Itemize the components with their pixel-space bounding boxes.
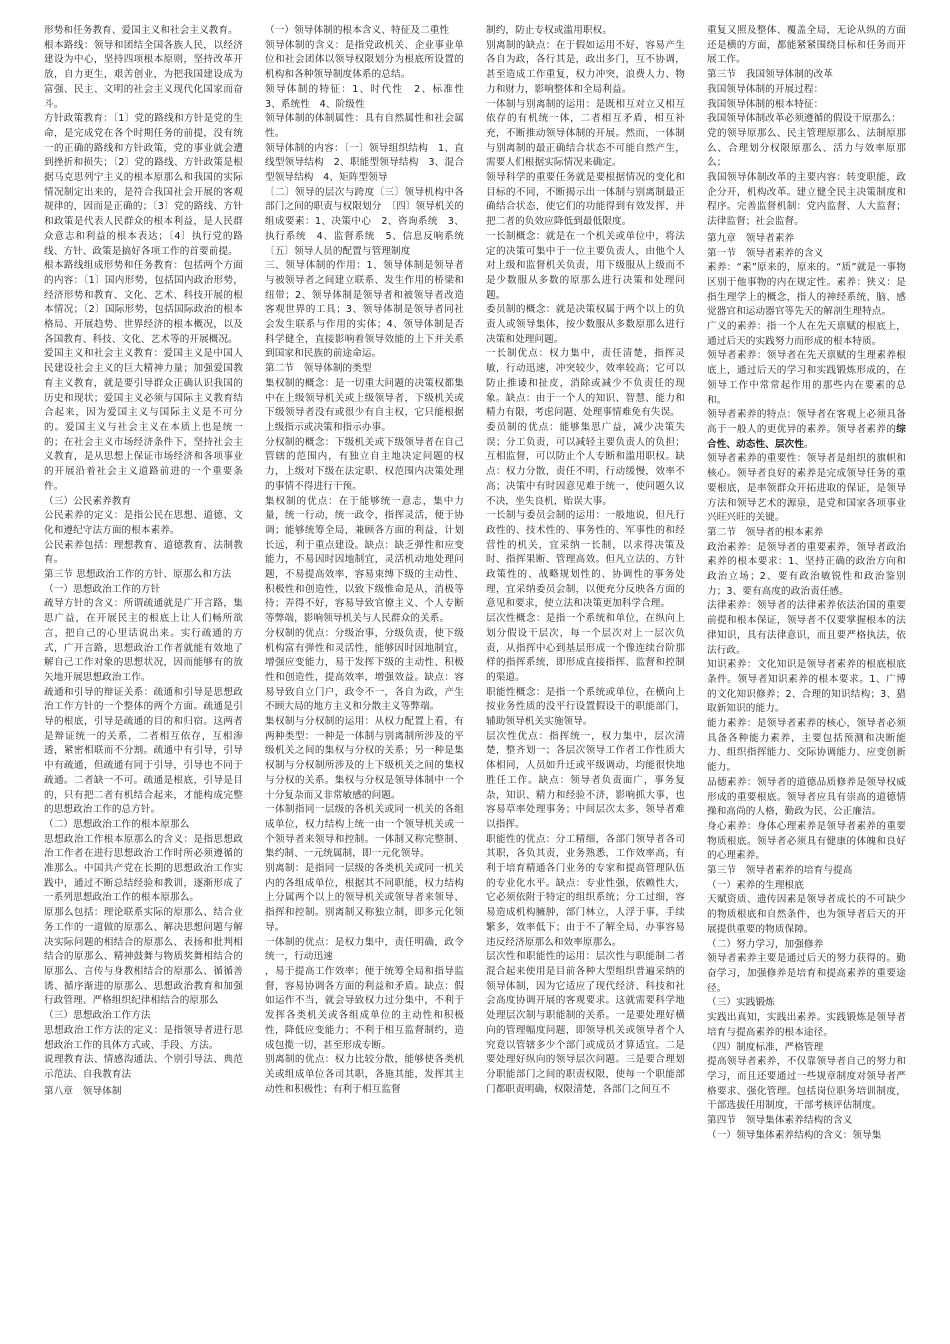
bold-emphasis: 综合性、动态性、层次性 xyxy=(707,423,906,450)
section-heading: 第二节 领导体制的类型 xyxy=(265,363,372,375)
body-paragraph: 层次性概念：是指一个系统和单位，在纵向上划分假设干层次，每一个层次对上一层次负责，从指挥中心到基层形成一个像连续台阶那样的指挥系统，即形成直接指挥、监督和控制的渠道。 xyxy=(486,613,685,683)
body-paragraph: 身心素养：身体心理素养是领导者素养的重要物质根底。领导者必须具有健康的体魄和良好的心理素养。 xyxy=(707,820,906,862)
body-paragraph: 别离制：是指同一层级的各类机关或同一机关内的各组成单位，根据其不同职能，权力结构上分属两个以上的领导机关或领导者来领导、指挥和控制。别离制又称独立制，即多元化领导。 xyxy=(265,863,464,933)
body-paragraph: 领导体制的含义：是指党政机关、企业事业单位和社会团体以领导权限划分为根底所设置的机构和各种领导制度体系的总结。 xyxy=(265,39,464,81)
text-column-3 xyxy=(486,24,685,1334)
body-paragraph: 爱国主义和社会主义教育：爱国主义是中国人民建设社会主义的巨大精神力量；加强爱国教育主义教育，就是要引导群众正确认识我国的历史和现状；爱国主义必须与国际主义教育结合起来，因为爱国主义与国际主义是不可分的。爱国主义与社会主义在本质上也是统一的；在社会主义市场经济条件下，坚持社会主义教育，是从思想上保证市场经济和各项事业的开展沿着社会主义道路前进的一个重要条件。 xyxy=(44,348,243,492)
section-heading: （三）公民素养教育 xyxy=(44,495,132,507)
body-paragraph: 一长制概念：就是在一个机关或单位中，将法定的决策可集中于一位主要负责人，由他个人对上级和监督机关负责，用下级服从上级而不是少数服从多数的原那么进行决策和处理问题。 xyxy=(486,230,685,301)
body-paragraph: 原那么包括：理论联系实际的原那么、结合业务工作的一道做的原那么、解决思想问题与解决实际问题的相结合的原那么、表扬和批判相结合的原那么、精神鼓舞与物质奖舞相结合的原那么、言传与身教相结合的原那么、循循善诱、循序渐进的原那么、思想政治教育和加强行政管理、严格组织纪律相结合的原那么 xyxy=(44,907,243,1007)
body-paragraph: 集权制的优点：在于能够统一意志，集中力量，统一行动，统一政令，指挥灵活，便于协调；能够统筹全局，兼顾各方面的利益，计划长远，利于重点建设。缺点：缺乏弹性和应变能力，不易因时因地制宜，灵活机动地处理问题，不易提高效率，容易束缚下级的主动性、积极性和创造性，以致下级惟命是从，消极等待；弄得不好，容易导致官僚主义、个人专断等弊端，影响领导机关与人民群众的关系。 xyxy=(265,495,464,625)
body-paragraph: 领导者素养的重要性：领导者是组织的旗帜和核心。领导者良好的素养是完成领导任务的重要根底，是率领群众开拓进取的保证，是领导方法和领导艺术的源泉，是党和国家各项事业兴旺兴旺的关键。 xyxy=(707,453,906,524)
body-paragraph: 一体制指同一层级的各机关或同一机关的各组成单位，权力结构上统一由一个领导机关或一个领导者来领导和控制。一体制又称完整制、集约制、一元统属制，即一元化领导。 xyxy=(265,804,464,860)
body-paragraph: 公民素养包括：理想教育、道德教育、法制教育。 xyxy=(44,539,243,566)
section-heading: 第三节 领导者素养的培育与提高 xyxy=(707,865,853,877)
chapter-title: 第九章 领导者素养 xyxy=(707,232,795,244)
body-paragraph: 三、领导体制的作用：1、领导体制是领导者与被领导者之间建立联系、发生作用的桥梁和纽带；2、领导体制是领导者和被领导者改造客观世界的工具；3、领导体制是领导者同社会发生联系与作用的实体；4、领导体制是否科学健全，直接影响着领导效能的上下并关系到国家和民族的前途命运。 xyxy=(265,260,464,360)
body-paragraph: 我国领导体制改革必须遵循的假设干原那么： xyxy=(707,113,901,125)
body-paragraph: 制约，防止专权或滥用职权。 xyxy=(486,25,613,36)
body-paragraph: 职能性概念：是指一个系统或单位，在横向上按业务性质的没平行设置假设干的职能部门，辅助领导机关实施领导。 xyxy=(486,686,685,728)
body-paragraph: 党的领导原那么、民主管理原那么、法制原那么、合理划分权限原那么、活力与效率原那么； xyxy=(707,127,906,169)
section-heading: （三）实践锻炼 xyxy=(707,997,775,1009)
body-paragraph: 思想政治工作方法的定义：是指领导者进行思想政治工作的具体方式或、手段、方法。 xyxy=(44,1024,243,1051)
body-paragraph: 领导体制的体制属性：具有自然属性和社会属性。 xyxy=(265,113,464,139)
body-paragraph: 委员制的优点：能够集思广益，减少决策失误；分工负责，可以减轻主要负责人的负担；互相监督，可以防止个人专断和滥用职权。缺点：权力分散，责任不明，行动缓慢，效率不高；决策中有时因意见难于统一，使问题久议不决，坐失良机，贻误大事。 xyxy=(486,421,685,507)
section-heading: 第二节 领导者的根本素养 xyxy=(707,526,824,538)
body-paragraph: 疏通和引导的辩证关系：疏通和引导是思想政治工作方针的一个整体的两个方面。疏通是引导的根底，引导是疏通的目的和归宿。这两者是辩证统一的关系，二者相互依存，互相渗透，紧密相联而不分割。疏通中有引导，引导中有疏通，但疏通有同于引导，引导也不同于疏通。二者缺一不可。疏通是根底，引导是目的，只有把二者有机结合起来，才能构成完整的思想政治工作的总方针。 xyxy=(44,686,243,816)
text-column-4 xyxy=(707,24,906,1334)
body-paragraph: 素养：“素”原来的，原来的。“质”就是一事物区别于他事物的内在规定性。素养：狭义：是指生理学上的概念，指人的神经系统、脑、感觉器官和运动器官等先天的解剖生理特点。 xyxy=(707,262,906,318)
body-paragraph: 根本路线：领导和团结全国各族人民，以经济建设为中心，坚持四项根本原则，坚持改革开放，自力更生，艰苦创业，为把我国建设成为富强、民主、文明的社会主义现代化国家而奋斗。 xyxy=(44,39,243,110)
body-paragraph: 思想政治工作根本原那么的含义：是指思想政治工作者在进行思想政治工作时所必须遵循的准那么。中国共产党在长期的思想政治工作实践中，通过不断总结经验和教训，逐渐形成了一系列思想政治工作的根本原那么。 xyxy=(44,833,243,904)
body-paragraph: 广义的素养：指一个人在先天禀赋的根底上，通过后天的实践努力而形成的根本特质。 xyxy=(707,321,906,347)
body-paragraph: 一体制与别离制的运用：是既相互对立又相互依存的有机统一体，二者相互矛盾，相互补充，不断推动领导体制的开展。然而，一体制与别离制的最正确结合状态不可能自然产生，需要人们根据实际情况来确定。 xyxy=(486,98,685,169)
section-heading: （二）努力学习，加强修养 xyxy=(707,938,824,950)
body-paragraph: 层次性和职能性的运用：层次性与职能制二者混合起来使用是目前各种大型组织普遍采纳的领导体制，因为它适应了现代经济、科技和社会高度协调开展的客观要求。这就需要科学地处理层次制与职能制的关系。一是要处理好横向的管理幅度问题，即领导机关或领导者个人究竟以管辖多少个部门或成员才算适宜。二是要处理好纵向的领导层次问题。三是要合理划分职能部门之间的职责权限，使每一个职能部门都职责明确，权限清楚，各部门之间互不 xyxy=(486,951,685,1095)
section-heading: 第四节 领导集体素养结构的含义 xyxy=(707,1115,853,1127)
text-column-2 xyxy=(265,24,474,1334)
chapter-title: 第八章 领导体制 xyxy=(44,1085,122,1097)
body-paragraph: 我国领导体制的开展过程： xyxy=(707,83,824,95)
body-paragraph: 分权制的概念：下级机关或下级领导者在自己管辖的范围内，有独立自主地决定问题的权力，上级对下级在法定职、权范围内决策处理的事情不得进行干预。 xyxy=(265,436,464,492)
body-paragraph xyxy=(707,408,906,452)
body-paragraph: 品德素养：领导者的道德品质修养是领导权威形成的重要根底。领导者应具有崇高的道德情操和高尚的人格，勤政为民、公正廉洁。 xyxy=(707,776,906,818)
body-paragraph: （一）领导集体素养结构的含义：领导集 xyxy=(707,1129,882,1141)
body-paragraph: 公民素养的定义：是指公民在思想、道德、文化和遵纪守法方面的根本素养。 xyxy=(44,510,243,536)
body-paragraph: 委员制的概念：就是决策权属于两个以上的负责人或领导集体，按少数服从多数原那么进行决策和处理问题。 xyxy=(486,304,685,345)
body-paragraph: 天赋资质、遗传因素是领导者成长的不可缺少的物质根底和自然条件，也为领导者后天的开展提供重要的物质保障。 xyxy=(707,894,906,935)
body-paragraph: 能力素养：是领导者素养的核心，领导者必须具备各种能力素养，主要包括预测和决断能力、组织指挥能力、交际协调能力、应变创新能力。 xyxy=(707,718,906,774)
body-paragraph: 重复又照及整体、覆盖全局，无论从纵的方面还是横的方面，都能紧紧围绕目标和任务而开展工作。 xyxy=(707,25,906,66)
body-paragraph: 别离制的优点：权力比较分散，能够使各类机关或组成单位各司其职，各施其能，发挥其主动性和积极性；有利于相互监督 xyxy=(265,1054,464,1095)
body-paragraph: 形势和任务教育、爱国主义和社会主义教育。 xyxy=(44,25,238,36)
section-heading: 第三节 思想政治工作的方针、原那么和方法 xyxy=(44,569,232,581)
body-paragraph: 疏导方针的含义：所谓疏通就是广开言路，集思广益，在开展民主的根底上让人们畅所欲言，把自己的心里话说出来。实行疏通的方式，广开言路，思想政治工作者就能有效地了解自己工作对象的思想状况，因而能够有的放矢地开展思想政治工作。 xyxy=(44,598,243,683)
body-paragraph: 领导科学的重要任务就是要根据情况的变化和目标的不同，不断揭示出一体制与别离制最正确结合状态，使它们的功能得到有效发挥，并把二者的负效应降低到最低限度。 xyxy=(486,172,685,228)
section-heading: （一）领导体制的根本含义、特征及二重性 xyxy=(265,25,450,36)
body-paragraph: 说理教育法、情感沟通法、个别引导法、典范示范法、自我教育法 xyxy=(44,1054,243,1080)
body-paragraph: 领导体制的特征：1、时代性 2、标准性 3、系统性 4、阶级性 xyxy=(265,83,474,110)
section-heading: （三）思想政治工作方法 xyxy=(44,1010,151,1022)
body-paragraph: 一体制的优点：是权力集中，责任明确，政令统一，行动迅速 xyxy=(265,936,464,963)
body-paragraph: 我国领导体制改革的主要内容：转变职能，政企分开，机构改革。建立健全民主决策制度和程序。完善监督机制：党内监督、人大监督；法律监督；社会监督。 xyxy=(707,172,906,228)
body-paragraph: 〔二〕领导的层次与跨度〔三〕领导机构中各部门之间的职责与权限划分 〔四〕领导机关的组成要素：1、决策中心 2、咨询系统 3、执行系统 4、监督系统 5、信息反响系统 〔五〕领导人员的配置与管理制度 xyxy=(265,186,474,257)
paragraph-text: 领导者素养的特点：领导者在客观上必须具备高于一般人的更优异的素养。领导者素养的 xyxy=(707,409,906,435)
body-paragraph: 领导者素养主要是通过后天的努力获得的。勤奋学习，加强修养是培育和提高素养的重要途径。 xyxy=(707,953,906,994)
body-paragraph: 一长制与委员会制的运用：一般地说，但凡行政性的、技术性的、事务性的、军事性的和经营性的机关，宜采纳一长制，以求得决策及时、指挥果断、管理高效。但凡立法的、方针政策性的、战略规划性的、协调性的事务处理，宜采纳委员会制，以便充分反映各方面的意见和要求，使立法和决策更加科学合理。 xyxy=(486,510,685,610)
section-heading: （一）素养的生理根底 xyxy=(707,879,804,891)
body-paragraph: 知识素养：文化知识是领导者素养的根底根底条件。领导者知识素养的根本要求。1、广博的文化知识修养；2、合理的知识结构；3、猎取新知识的能力。 xyxy=(707,659,906,715)
section-heading: （一）思想政治工作的方针 xyxy=(44,583,161,595)
body-paragraph: 职能性的优点：分工精细，各部门领导者各司其职，各负其责，业务熟悉，工作效率高，有利于培育精通各门业务的专家和提高管理队伍的专业化水平。缺点：专业性强，依赖性大，它必须依附于特定的组织系统；分工过细，容易造成机构臃肿，部门林立，人浮于事，手续繁多，效率低下；由于不了解全局，办事容易违反经济原那么和效率原那么。 xyxy=(486,833,685,948)
body-paragraph: 分权制的优点：分级治事，分级负责，使下级机构富有弹性和灵活性，能够因时因地制宜，增强应变能力，易于发挥下级的主动性、积极性和创造性，提高效率，增强效益。缺点：容易导致自立门户，政令不一，各自为政，产生不顾大局的地方主义和分散主义等弊端。 xyxy=(265,627,464,713)
body-paragraph: 政治素养：是领导者的重要素养，领导者政治素养的根本要求：1、坚持正确的政治方向和政治立场；2、要有政治敏锐性和政治鉴别力；3、要有高度的政治责任感。 xyxy=(707,541,906,597)
body-paragraph: 层次性优点：指挥统一，权力集中，层次清楚，整齐划一；各层次领导工作者工作性质大体相同，人员如升迁或平级调动，均能很快地胜任工作。缺点：领导者负责面广，事务复杂，知识、精力和经验不济，影响抓大事，也容易草率处理事务；中间层次太多，领导者难以指挥。 xyxy=(486,730,685,830)
section-heading: 第三节 我国领导体制的改革 xyxy=(707,69,834,81)
body-paragraph: 一长制优点：权力集中，责任清楚，指挥灵敏，行动迅速，冲突较少，效率较高；它可以防止推诿和扯皮，消除或减少不负责任的现象。缺点：由于一个人的知识、智慧、能力和精力有限，考虑问题、处理事情难免有失误。 xyxy=(486,348,685,419)
body-paragraph: 我国领导体制的根本特征： xyxy=(707,98,824,110)
body-paragraph: ，易于提高工作效率；便于统筹全局和指导监督，容易协调各方面的利益和矛盾。缺点：假如运作不当，就会导致权力过分集中，不利于发挥各类机关或各组成单位的主动性和积极性，降低应变能力；不利于相互监督制约，造成包揽一切，甚至形成专断。 xyxy=(265,966,464,1051)
body-paragraph: 法律素养：领导者的法律素养依法治国的重要前提和根本保证，领导者不仅要掌握根本的法律知识，具有法律意识，而且要严格执法，依法行政。 xyxy=(707,600,906,656)
body-paragraph: 集权制的概念：是一切重大问题的决策权都集中在上级领导机关或上级领导者，下级机关或下级领导者没有或很少有自主权，它只能根据上级指示或决策和指示办事。 xyxy=(265,377,464,433)
body-paragraph: 实践出真知，实践出素养。实践锻炼是领导者培育与提高素养的根本途径。 xyxy=(707,1012,906,1038)
body-paragraph: 集权制与分权制的运用：从权力配置上看，有两种类型：一种是一体制与别离制所涉及的平级机关之间的集权与分权的关系；另一种是集权制与分权制所涉及的上下级机关之间的集权与分权的关系。集权与分权是领导体制中一个十分复杂而又非常敏感的问题。 xyxy=(265,716,464,801)
body-paragraph: 根本路线组成形势和任务教育：包括两个方面的内容：〔1〕国内形势，包括国内政治形势，经济形势和教育、文化、艺术、科技开展的根本情况；〔2〕国际形势，包括国际政治的根本格局、开展趋势、世界经济的根本概况，以及各国教育、科技、文化、艺术等的开展概况。 xyxy=(44,260,243,345)
body-paragraph: 提高领导者素养，不仅靠领导者自己的努力和学习，而且还要通过一些规章制度对领导者严格要求、强化管理。包括岗位职务培训制度，干部选拔任用制度，干部考核评估制度。 xyxy=(707,1056,906,1112)
body-paragraph: 领导体制的内容：〔一〕领导组织结构 1、直线型领导结构 2、职能型领导结构 3、混合型领导结构 4、矩阵型领导 xyxy=(265,142,464,184)
body-paragraph: 方针政策教育：〔1〕党的路线和方针是党的生命，是完成党在各个时期任务的前提，没有统一的正确的路线和方针政策，党的事业就会遭到挫折和损失；〔2〕党的路线、方针政策是根据马克思列宁主义的根本原那么和我国的实际情况制定出来的，是符合我国社会开展的客观规律的，因而是正确的；〔3〕党的路线、方针和政策是代表人民群众的根本利益，是人民群众意志和利益的根本表达；〔4〕执行党的路线、方针、政策是搞好各项工作的首要前提。 xyxy=(44,113,243,257)
text-column-1 xyxy=(44,24,243,1334)
body-paragraph: 别离制的缺点：在于假如运用不好，容易产生各自为政，各行其是，政出多门，互不协调，甚至造成工作重复，权力冲突，浪费人力、物力和财力，影响整体和全局利益。 xyxy=(486,39,685,95)
section-heading: （四）制度标准，严格管理 xyxy=(707,1041,824,1053)
body-paragraph: 领导者素养：领导者在先天禀赋的生理素养根底上，通过后天的学习和实践锻炼形成的，在领导工作中常常起作用的那些内在要素的总和。 xyxy=(707,350,906,406)
section-heading: （二）思想政治工作的根本原那么 xyxy=(44,818,190,830)
paragraph-text: 。 xyxy=(803,438,814,450)
section-heading: 第一节 领导者素养的含义 xyxy=(707,247,824,259)
